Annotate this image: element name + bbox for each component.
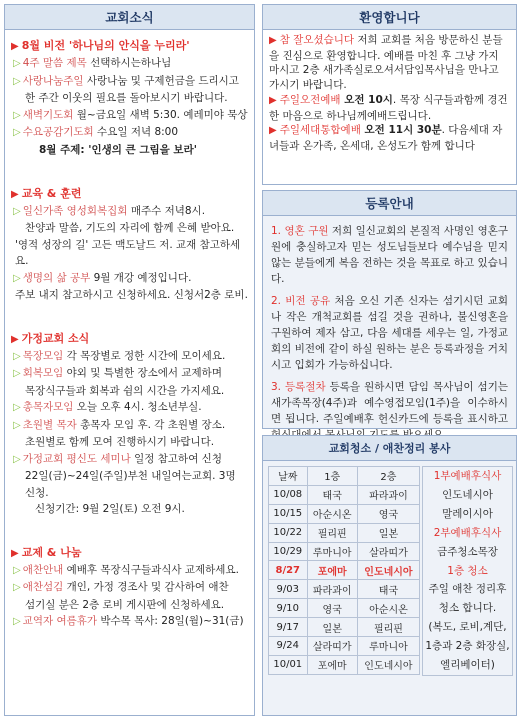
news-item xyxy=(13,73,248,91)
outline-triangle-icon: ▷ xyxy=(13,109,21,121)
news-item-text: 사랑나눔 및 구제헌금을 드리시고 xyxy=(83,74,239,87)
monthly-theme: 8월 주제: '인생의 큰 그림을 보라' xyxy=(39,143,197,156)
education-title: ▶ 교육 & 훈련 xyxy=(11,186,82,200)
registration-item xyxy=(271,223,508,287)
news-item-keyword: 4주 말씀 제목 xyxy=(22,57,87,69)
news-item-continuation: 한 주간 이웃의 필요를 돌아보시기 바랍니다. xyxy=(25,92,228,104)
table-cell: 인도네시아 xyxy=(357,561,419,580)
news-item xyxy=(13,270,248,288)
table-row xyxy=(269,618,420,637)
meal-cleaning-side xyxy=(422,466,513,676)
triangle-bullet-icon: ▶ xyxy=(11,547,19,559)
triangle-bullet-icon: ▶ xyxy=(269,35,277,46)
news-item-continuation: '영적 성장의 길' 고든 맥도날드 저. 교재 참고하세요. xyxy=(15,238,241,267)
news-item-keyword: 새벽기도회 xyxy=(22,108,74,121)
outline-triangle-icon: ▷ xyxy=(13,205,21,217)
triangle-bullet-icon: ▶ xyxy=(269,94,277,106)
welcome-paragraph-3: ▶ 주일세대통합예배 오전 11시 30분. 다음세대 자녀들과 온가족, 온세대, 온성도가 함께 합니다 xyxy=(269,124,503,152)
table-cell: 10/29 xyxy=(269,542,308,561)
table-cell: 필리핀 xyxy=(357,618,419,637)
triangle-bullet-icon: ▶ xyxy=(269,125,277,137)
news-item xyxy=(13,124,248,142)
news-item-keyword: 교역자 여름휴가 xyxy=(22,615,98,627)
news-item-keyword: 초원별 목자 xyxy=(22,418,77,431)
outline-triangle-icon: ▷ xyxy=(13,453,21,465)
news-item xyxy=(13,365,248,383)
news-item-continuation: 목장식구들과 회복과 쉼의 시간을 가지세요. xyxy=(25,384,225,397)
news-item-keyword: 일신가족 영성회복집회 xyxy=(22,204,128,217)
table-cell: 파라과이 xyxy=(357,485,419,504)
registration-item-text: 등록을 원하시면 담임 목사님이 섬기는 새가족목장(4주)과 예수영접모임(1주)을 이수하시면 됩니다. 주일예배후 헌신카드에 등록을 표시하고 xyxy=(271,381,508,425)
outline-triangle-icon: ▷ xyxy=(13,368,21,379)
vision-line: ▶ 8월 비전 '하나님의 안식을 누리라' xyxy=(11,39,190,52)
outline-triangle-icon: ▷ xyxy=(13,272,21,284)
table-header-cell: 2층 xyxy=(357,467,419,486)
news-item-keyword: 생명의 삶 공부 xyxy=(22,271,91,284)
outline-triangle-icon: ▷ xyxy=(13,419,21,431)
triangle-bullet-icon: ▶ xyxy=(11,333,19,345)
news-item-text: 일정 참고하여 신청 xyxy=(130,452,222,465)
family-items xyxy=(5,348,254,518)
news-item-text: 야외 및 특별한 장소에서 교제하며 xyxy=(63,367,222,379)
news-item xyxy=(13,417,248,435)
news-item-continuation: 섬기실 분은 2층 로비 게시판에 신청하세요. xyxy=(25,598,225,611)
news-item-keyword: 수요공감기도회 xyxy=(22,126,94,138)
outline-triangle-icon: ▷ xyxy=(13,582,21,593)
outline-triangle-icon: ▷ xyxy=(13,402,21,413)
table-row xyxy=(269,637,420,656)
floor-cleaning-line: 청소 합니다. xyxy=(438,602,497,615)
registration-panel xyxy=(262,190,517,429)
news-item-keyword: 사랑나눔주일 xyxy=(22,74,84,87)
registration-title: 등록안내 xyxy=(263,191,516,216)
table-cell: 9/10 xyxy=(269,599,308,618)
table-cell: 태국 xyxy=(307,485,357,504)
news-item-text: 각 목장별로 정한 시간에 모이세요. xyxy=(63,349,226,362)
welcome-title: 환영합니다 xyxy=(263,5,516,30)
table-cell: 10/22 xyxy=(269,523,308,542)
outline-triangle-icon: ▷ xyxy=(13,127,21,138)
table-cell: 루마니아 xyxy=(357,637,419,656)
news-item-continuation: 신청기간: 9월 2일(토) 오전 9시. xyxy=(35,503,185,515)
news-item-continuation: 초원별로 함께 모여 진행하시기 바랍니다. xyxy=(25,436,215,448)
first-service-meal-title: 1부예배후식사 xyxy=(433,470,502,482)
outline-triangle-icon: ▷ xyxy=(13,616,21,627)
table-row xyxy=(269,523,420,542)
table-cell: 10/15 xyxy=(269,504,308,523)
first-service-meal-item: 인도네시아 xyxy=(442,488,493,501)
outline-triangle-icon: ▷ xyxy=(13,75,21,87)
fellowship-items xyxy=(5,562,254,631)
cleaning-title: 교회청소 / 애찬정리 봉사 xyxy=(263,436,516,461)
news-item-keyword: 애찬안내 xyxy=(22,563,64,576)
news-item-continuation: 주보 내지 참고하시고 신청하세요. 신청서2층 로비. xyxy=(15,289,248,301)
news-item xyxy=(13,579,248,597)
news-item-text: 수요일 저녁 8:00 xyxy=(93,126,179,138)
table-cell: 포에마 xyxy=(307,655,357,674)
table-row xyxy=(269,542,420,561)
news-item-continuation: 22일(금)~24일(주일)부천 내일여는교회. 3명 신청. xyxy=(25,470,236,499)
table-cell: 살라띠가 xyxy=(357,542,419,561)
cleaning-panel xyxy=(262,435,517,716)
table-header-row xyxy=(269,467,420,486)
second-service-meal-title: 2부예배후식사 xyxy=(433,526,502,539)
news-item-keyword: 가정교회 평신도 세미나 xyxy=(22,452,131,465)
table-row xyxy=(269,655,420,674)
news-item xyxy=(13,451,248,469)
registration-item-text: 저희 일신교회의 본질적 사명인 영혼구원에 충실하고자 믿는 성도님들보다 예수님을 믿지 않는 분들에게 복음 전하는 것을 목표로 하고 있습니다. xyxy=(271,225,508,285)
first-service-meal-item: 말레이시아 xyxy=(442,507,493,520)
outline-triangle-icon: ▷ xyxy=(13,350,21,362)
family-title: ▶ 가정교회 소식 xyxy=(11,331,90,345)
news-item-continuation: 찬양과 말씀, 기도의 자리에 함께 은혜 받아요. xyxy=(25,222,235,234)
registration-item-label: 2. 비전 공유 xyxy=(271,295,331,307)
registration-item xyxy=(271,379,508,443)
floor-cleaning-line: 주일 애찬 정리후 xyxy=(428,583,507,596)
table-cell: 필리핀 xyxy=(307,523,357,542)
triangle-bullet-icon: ▶ xyxy=(11,188,19,200)
right-column xyxy=(262,4,517,716)
welcome-paragraph-2: ▶ 주일오전예배 오전 10시. 목장 식구들과함께 경건한 마음으로 하나님께예배드립니다. xyxy=(269,93,508,122)
table-cell: 8/27 xyxy=(269,561,308,580)
table-row xyxy=(269,599,420,618)
second-service-meal-item: 금주청소목장 xyxy=(437,545,498,558)
welcome-body xyxy=(263,30,516,154)
cleaning-schedule-table xyxy=(268,466,420,675)
news-item-keyword: 목장모임 xyxy=(22,349,64,362)
table-cell: 아순시온 xyxy=(357,599,419,618)
table-cell: 인도네시아 xyxy=(357,655,419,674)
registration-item-label: 3. 등록절차 xyxy=(271,381,326,393)
table-cell: 파라과이 xyxy=(307,580,357,599)
news-item-text: 매주수 저녁8시. xyxy=(127,204,206,217)
floor-cleaning-line: 1층과 2층 화장실, xyxy=(425,640,510,653)
news-item-text: 총목자 모임 후. 각 초원별 장소. xyxy=(76,418,226,431)
fellowship-title: ▶ 교제 & 나눔 xyxy=(11,545,82,559)
news-item xyxy=(13,107,248,125)
registration-item-text: 처음 오신 기존 신자는 섬기시던 교회나 작은 개척교회를 섬길 것을 권하나, 불신영혼을 구원하여 제자 삼고, 다음 세대를 세우는 일, 가정교회의 비전에 같이 하실 원하는 분은 등록과정을 거치시고 입회가 가능하십니다. xyxy=(271,295,508,371)
table-header-cell: 날짜 xyxy=(269,467,308,486)
table-cell: 포에마 xyxy=(307,561,357,580)
registration-item xyxy=(271,293,508,373)
table-header-cell: 1층 xyxy=(307,467,357,486)
table-cell: 태국 xyxy=(357,580,419,599)
news-item-text: 9월 개강 예정입니다. xyxy=(90,271,192,284)
worship-items xyxy=(5,55,254,142)
news-item-keyword: 총목자모임 xyxy=(22,401,74,413)
church-news-panel xyxy=(4,4,255,716)
table-cell: 영국 xyxy=(357,504,419,523)
table-cell: 10/08 xyxy=(269,485,308,504)
news-item xyxy=(13,203,248,221)
news-item xyxy=(13,348,248,366)
news-item xyxy=(13,613,248,631)
news-item-text: 선택하시는하나님 xyxy=(86,57,172,69)
floor-cleaning-line: (복도, 로비,계단, xyxy=(428,621,507,634)
table-cell: 9/24 xyxy=(269,637,308,656)
news-item-text: 예배후 목장식구들과식사 교제하세요. xyxy=(63,563,239,576)
welcome-panel xyxy=(262,4,517,185)
news-item-text: 개인, 가정 경조사 및 감사하여 애찬 xyxy=(63,581,229,593)
registration-item-label: 1. 영혼 구원 xyxy=(271,225,329,237)
welcome-paragraph-1: ▶ 참 잘오셨습니다 저희 교회를 처음 방문하신 분들을 진심으로 환영합니다. 예배를 마친 후 그냥 가지 마시고 2층 새가족실로오셔서담임목사님을 만나고 가시기 바랍니다. xyxy=(269,34,503,92)
news-item-keyword: 애찬섬김 xyxy=(22,581,64,593)
table-cell: 9/17 xyxy=(269,618,308,637)
table-cell: 일본 xyxy=(307,618,357,637)
outline-triangle-icon: ▷ xyxy=(13,58,21,69)
news-item xyxy=(13,55,248,73)
table-cell: 일본 xyxy=(357,523,419,542)
table-cell: 루마니아 xyxy=(307,542,357,561)
floor-cleaning-title: 1층 청소 xyxy=(447,564,488,577)
table-cell: 9/03 xyxy=(269,580,308,599)
news-item xyxy=(13,562,248,580)
table-row xyxy=(269,504,420,523)
news-item-keyword: 회복모임 xyxy=(22,367,64,379)
outline-triangle-icon: ▷ xyxy=(13,564,21,576)
news-item-text: 오늘 오후 4시. 청소년부실. xyxy=(73,401,202,413)
triangle-bullet-icon: ▶ xyxy=(11,41,19,52)
news-item-text: 박수목 목사: 28일(월)~31(금) xyxy=(97,615,244,627)
table-cell: 살라띠가 xyxy=(307,637,357,656)
table-row xyxy=(269,561,420,580)
church-news-title: 교회소식 xyxy=(5,5,254,30)
table-cell: 영국 xyxy=(307,599,357,618)
table-row xyxy=(269,580,420,599)
news-item-text: 월~금요일 새벽 5:30. 예레미야 묵상 xyxy=(73,108,248,121)
floor-cleaning-line: 엘리베이터) xyxy=(440,659,495,672)
education-items xyxy=(5,203,254,304)
table-row xyxy=(269,485,420,504)
table-cell: 아순시온 xyxy=(307,504,357,523)
news-item xyxy=(13,399,248,417)
registration-body xyxy=(263,216,516,443)
table-cell: 10/01 xyxy=(269,655,308,674)
